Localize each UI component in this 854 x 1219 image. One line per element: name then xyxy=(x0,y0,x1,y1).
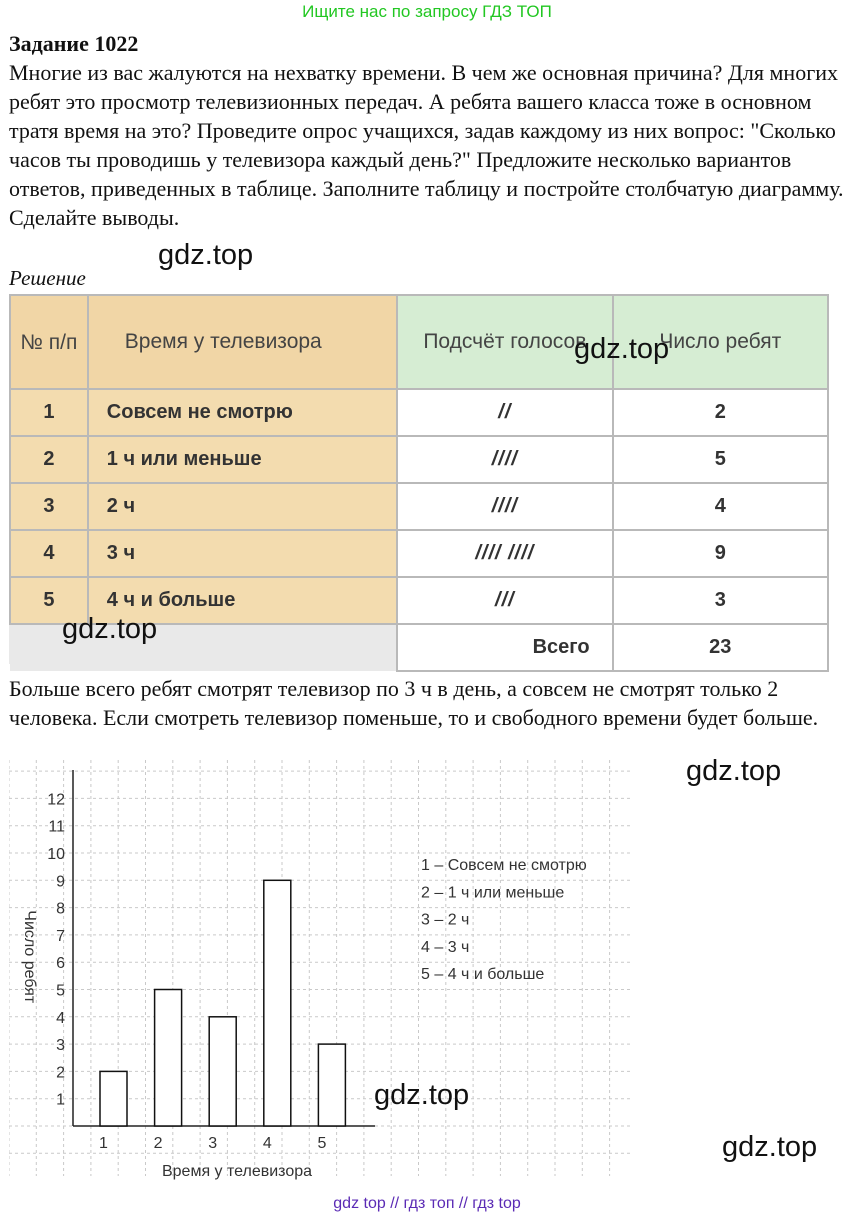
table-row xyxy=(10,389,828,436)
table-row xyxy=(10,436,828,483)
total-label: Всего xyxy=(397,624,612,671)
row-count: 4 xyxy=(613,483,828,530)
header-tally: Подсчёт голосов xyxy=(397,295,612,389)
row-count: 2 xyxy=(613,389,828,436)
bar xyxy=(100,1071,127,1126)
x-tick-label: 5 xyxy=(317,1135,327,1152)
y-tick-label: 3 xyxy=(56,1037,65,1055)
y-tick-label: 6 xyxy=(56,955,65,973)
x-axis-label: Время у телевизора xyxy=(161,1163,313,1180)
legend-entry: 5 – 4 ч и больше xyxy=(421,966,545,984)
row-time: 1 ч или меньше xyxy=(88,436,397,483)
x-tick-label: 4 xyxy=(262,1135,272,1152)
y-tick-label: 9 xyxy=(56,873,65,891)
legend-entry: 3 – 2 ч xyxy=(421,911,470,929)
row-number: 4 xyxy=(10,530,88,577)
total-value: 23 xyxy=(613,624,828,671)
row-number: 2 xyxy=(10,436,88,483)
watermark: gdz.top xyxy=(574,333,670,365)
task-text: Многие из вас жалуются на нехватку времени. В чем же основная причина? Для многих ребят это просмотр телевизионных передач. А ребята вашего класса тоже в основном тратя время на это? Проведите опрос учащихся, задав каждому из них вопрос: "Сколько часов ты проводишь у телевизора каждый день?" Предложите несколько вариантов ответов, приведенных в таблице. Заполните таблицу и постройте столбчатую диаграмму. Сделайте выводы. xyxy=(9,60,844,230)
bar xyxy=(155,990,182,1127)
y-tick-label: 11 xyxy=(48,818,65,836)
y-tick-label: 10 xyxy=(47,846,65,863)
y-tick-label: 8 xyxy=(56,900,65,918)
y-tick-label: 12 xyxy=(47,791,65,809)
task-title: Задание 1022 xyxy=(9,31,139,56)
row-count: 9 xyxy=(613,530,828,577)
legend-entry: 4 – 3 ч xyxy=(421,938,470,956)
table-row xyxy=(10,483,828,530)
row-tally: //// xyxy=(397,483,612,530)
x-tick-label: 1 xyxy=(99,1135,108,1152)
row-number: 1 xyxy=(10,389,88,436)
y-tick-label: 5 xyxy=(56,982,65,1000)
watermark: gdz.top xyxy=(374,1079,470,1111)
row-count: 3 xyxy=(613,577,828,624)
bar xyxy=(318,1044,345,1126)
bar xyxy=(209,1017,236,1126)
row-time: Совсем не смотрю xyxy=(88,389,397,436)
table-row xyxy=(10,530,828,577)
row-number: 5 xyxy=(10,577,88,624)
y-tick-label: 1 xyxy=(56,1091,65,1109)
watermark: gdz.top xyxy=(158,239,254,271)
header-time: Время у телевизора xyxy=(88,295,397,389)
x-tick-label: 2 xyxy=(153,1135,163,1152)
row-number: 3 xyxy=(10,483,88,530)
legend-entry: 2 – 1 ч или меньше xyxy=(421,884,565,902)
legend-entry: 1 – Совсем не смотрю xyxy=(421,857,587,874)
row-time: 2 ч xyxy=(88,483,397,530)
header-number: № п/п xyxy=(10,295,88,389)
y-tick-label: 7 xyxy=(56,927,65,945)
watermark: gdz.top xyxy=(686,755,782,787)
y-tick-label: 2 xyxy=(56,1064,65,1082)
row-tally: //// //// xyxy=(397,530,612,577)
row-tally: /// xyxy=(397,577,612,624)
bar-chart xyxy=(9,760,631,1188)
row-count: 5 xyxy=(613,436,828,483)
y-axis-label: Число ребят xyxy=(21,910,38,1004)
solution-label: Решение xyxy=(9,266,86,290)
top-banner-link[interactable]: Ищите нас по запросу ГДЗ ТОП xyxy=(302,2,552,21)
bar xyxy=(264,880,291,1126)
row-tally: //// xyxy=(397,436,612,483)
x-tick-label: 3 xyxy=(208,1135,218,1152)
row-time: 4 ч и больше xyxy=(88,577,397,624)
header-count: Число ребят xyxy=(613,295,828,389)
watermark: gdz.top xyxy=(722,1131,818,1163)
row-tally: // xyxy=(397,389,612,436)
watermark: gdz.top xyxy=(62,613,158,645)
conclusion-text: Больше всего ребят смотрят телевизор по 3 ч в день, а совсем не смотрят только 2 человека. Если смотреть телевизор поменьше, то и свободного времени будет больше. xyxy=(9,676,819,730)
bottom-banner-links[interactable]: gdz top // гдз топ // гдз top xyxy=(333,1195,521,1212)
row-time: 3 ч xyxy=(88,530,397,577)
y-tick-label: 4 xyxy=(56,1009,65,1027)
results-table xyxy=(9,294,829,664)
